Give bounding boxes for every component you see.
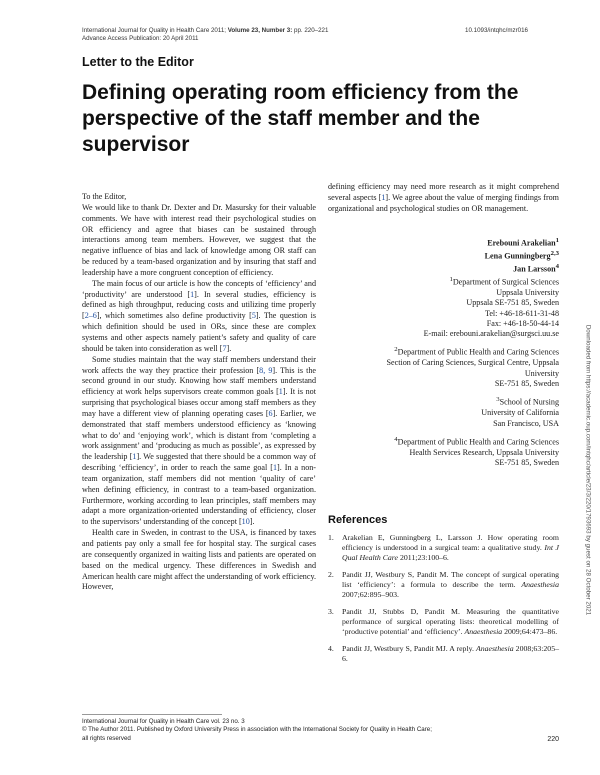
doi[interactable]: 10.1093/intqhc/mzr016	[465, 27, 528, 34]
affiliation-4: $^4$Department of Public Health and Caring Sciences Health Services Research, Uppsala University SE-751 85, Sweden	[394, 435, 559, 468]
footer-rights: all rights reserved	[82, 734, 131, 742]
citation-link[interactable]: 1	[132, 452, 137, 462]
reference-item: 3. Pandit JJ, Stubbs D, Pandit M. Measuring the quantitative performance of surgical operating lists: theoretical modelling of ‘productive potential’ and ‘efficiency’. Anaesthesia 2009;64:473–86.	[328, 607, 559, 636]
email-link[interactable]: E-mail: erebouni.arakelian@surgsci.uu.se	[423, 329, 559, 339]
affiliation-1: $^1$Department of Surgical Sciences Uppsala University Uppsala SE-751 85, Sweden Tel: +46-18-611-31-48 Fax: +46-18-50-44-14 E-mail: erebouni.arakelian@surgsci.uu.se	[328, 275, 559, 339]
citation-link[interactable]: 8, 9	[259, 365, 273, 375]
volume-number: Volume 23, Number 3:	[227, 27, 293, 34]
paragraph-3: Some studies maintain that the way staff members understand their work affects the way they practice their profession [8, 9]. This is the second ground in our study. Knowing how staff members understand efficiency at work helps supervisors create common goals [1]. It is not surprising that psychological biases occur among staff members as they may have a different view of planning operating cases [6]. Earlier, we demonstrated that staff members understood efficiency as ‘knowing what to do’ and ‘enjoying work’, which is distant from ‘completing a work assignment’ and ‘producing as much as possible’, as expressed by the leadership [1]. We suggested that there should be a common way of describing ‘efficiency’, in order to reach the same goal [1]. In a non-team organization, staff members did not mention ‘quality of care’ when defining efficiency, in contrast to a team-based organization. Furthermore, working according to lean principles, staff members may adapt a more organization-oriented understanding of efficiency, closer to the supervisors’ understanding of the concept [10].	[82, 354, 316, 527]
footer-divider	[82, 714, 222, 715]
paragraph-1: We would like to thank Dr. Dexter and Dr. Masursky for their valuable comments. We have with interest read their psychological studies on OR efficiency and agree that biases can be sustained through interactions among team members. However, we suggest that the negative influence of bias and lack of knowledge among OR staff can be reduced by a team-based organization and by insuring that staff and leadership have a more congruent conception of efficiency.	[82, 202, 316, 277]
running-header	[82, 27, 328, 43]
paragraph-5: defining efficiency may need more research as it might comprehend several aspects [1]. We agree about the value of merging findings from organizational and psychological studies on OR management.	[328, 182, 559, 213]
salutation: To the Editor,	[82, 192, 127, 201]
paragraph-4: Health care in Sweden, in contrast to the USA, is financed by taxes and patients pay only a small fee for hospital stay. The surgical cases are consequently organized in waiting lists and patients are operated on based on the medical urgency. These differences in Swedish and American health care might affect the understanding of work efficiency. However,	[82, 528, 316, 592]
right-column-text	[328, 182, 559, 215]
affiliation-2: $^2$Department of Public Health and Caring Sciences Section of Caring Sciences, Surgical Centre, Uppsala University SE-751 85, Sweden	[386, 346, 559, 388]
footer-copyright: © The Author 2011. Published by Oxford University Press in association with the International Society for Quality in Health Care;	[82, 726, 432, 734]
citation-link[interactable]: 7	[222, 343, 227, 353]
citation-link[interactable]: 2–6	[84, 311, 97, 321]
citation-link[interactable]: 5	[251, 311, 256, 321]
author-name: Erebouni Arakelian$^1$	[487, 237, 559, 248]
paragraph-2: The main focus of our article is how the concepts of ‘efficiency’ and ‘productivity’ are understood [1]. In several studies, efficiency is defined as high throughput, reducing costs and utilizing time properly [2–6], which sometimes also define productivity [5]. The question is which definition should be used in ORs, since these are complex systems and other aspects namely patient’s safety and quality of care should be taken into consideration as well [7].	[82, 278, 316, 353]
section-label: Letter to the Editor	[82, 55, 194, 69]
reference-list	[328, 533, 559, 671]
advance-access: Advance Access Publication: 20 April 2011	[82, 35, 199, 42]
article-title: Defining operating room efficiency from the perspective of the staff member and the supervisor	[82, 81, 519, 156]
download-notice: Downloaded from https://academic.oup.com/intqhc/article/23/3/220/1793693 by guest on 28 October 2021	[584, 324, 592, 616]
citation-link[interactable]: 6	[268, 408, 273, 418]
page-range: pp. 220–221	[294, 27, 329, 34]
footer	[82, 718, 560, 743]
signature-block	[328, 236, 559, 474]
affiliation-3: $^3$School of Nursing University of California San Francisco, USA	[481, 396, 559, 428]
references-heading: References	[328, 514, 388, 526]
citation-link[interactable]: 10	[241, 517, 250, 527]
author-name: Jan Larsson$^4$	[513, 262, 559, 274]
reference-item: 4. Pandit JJ, Westbury S, Pandit MJ. A reply. Anaesthesia 2008;63:205–6.	[328, 644, 559, 663]
citation-link[interactable]: 1	[272, 463, 277, 473]
citation-link[interactable]: 1	[381, 192, 386, 202]
citation-link[interactable]: 1	[278, 387, 283, 397]
citation-link[interactable]: 1	[190, 289, 195, 299]
footer-journal: International Journal for Quality in Health Care vol. 23 no. 3	[82, 718, 245, 725]
page-number: 220	[547, 736, 559, 743]
reference-item: 1. Arakelian E, Gunningberg L, Larsson J. How operating room efficiency is understood in a surgical team: a qualitative study. Int J Qual Health Care 2011;23:100–6.	[328, 533, 560, 562]
journal-name: International Journal for Quality in Health Care 2011;	[82, 27, 226, 34]
author-name: Lena Gunningberg$^{2,3}$	[484, 249, 559, 261]
reference-item: 2. Pandit JJ, Westbury S, Pandit M. The concept of surgical operating list ‘efficiency’: a formula to describe the term. Anaesthesia 2007;62:895–903.	[328, 570, 559, 599]
left-column	[82, 192, 316, 593]
